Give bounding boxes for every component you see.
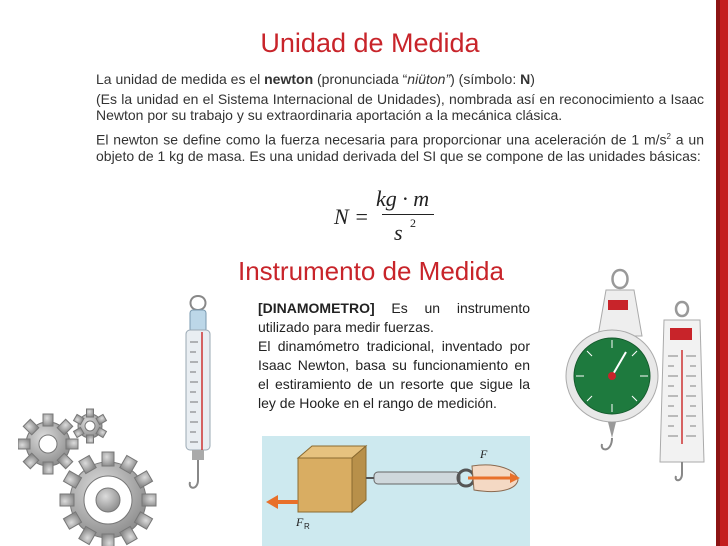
spring-scale-icon bbox=[160, 292, 240, 502]
p3-sup: 2 bbox=[666, 132, 671, 141]
formula-denominator: s bbox=[394, 220, 403, 245]
section-subtitle: Instrumento de Medida bbox=[238, 256, 504, 286]
p1-mid: (pronunciada “ bbox=[313, 71, 408, 87]
p1-newton: newton bbox=[264, 71, 314, 87]
p3-part1: El newton se define como la fuerza necesaria para proporcionar una aceleración de 1 m/s bbox=[96, 131, 667, 148]
formula-fraction-bar bbox=[382, 214, 434, 215]
newton-formula bbox=[330, 184, 450, 254]
formula-lhs: N = bbox=[334, 204, 370, 229]
label-f: F bbox=[480, 447, 488, 461]
p1-close: ) bbox=[530, 71, 535, 87]
label-fr: F bbox=[296, 515, 304, 529]
p1-prefix: La unidad de medida es el bbox=[96, 71, 265, 87]
instrument-description bbox=[258, 299, 530, 413]
instrument-term: [DINAMOMETRO] bbox=[258, 300, 375, 316]
paragraph-si: (Es la unidad en el Sistema Internacional de Unidades), nombrada así en reconocimiento a Isaac Newton por su trabajo y su extraordinaria aportación a la mecánica clásica. bbox=[96, 91, 704, 123]
p1-suffix: ) (símbolo: bbox=[450, 71, 521, 87]
paragraph-unit bbox=[96, 71, 704, 87]
right-edge-bar bbox=[720, 0, 728, 546]
p1-pron: niüton” bbox=[407, 71, 451, 87]
paragraph-definition bbox=[96, 129, 704, 164]
instrument-text1: Es un instrumento utilizado para medir fuerzas. bbox=[258, 300, 530, 335]
gears-icon bbox=[18, 404, 160, 546]
p3-part2: a un objeto de 1 kg de masa. Es una unidad derivada del SI que se compone de las unidades básicas: bbox=[96, 131, 704, 164]
p1-symbol: N bbox=[520, 71, 531, 87]
instrument-text2: El dinamómetro tradicional, inventado por Isaac Newton, basa su funcionamiento en el estiramiento de un resorte que sigue la ley de Hooke en el rango de medición. bbox=[258, 338, 530, 411]
formula-exponent: 2 bbox=[410, 216, 416, 230]
formula-numerator: kg · m bbox=[376, 186, 430, 211]
force-diagram bbox=[262, 436, 530, 546]
page-title: Unidad de Medida bbox=[260, 28, 480, 58]
dial-scale-icon bbox=[556, 266, 716, 486]
label-fr-sub: R bbox=[304, 522, 310, 531]
